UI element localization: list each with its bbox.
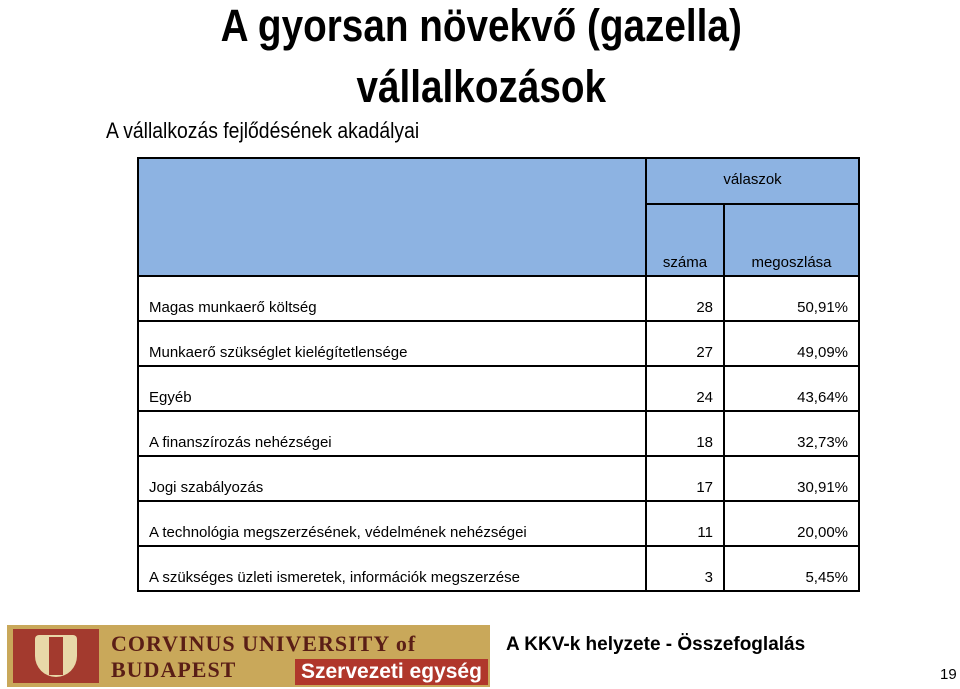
table-row bbox=[138, 501, 859, 546]
row-count: 3 bbox=[646, 546, 724, 591]
row-share: 20,00% bbox=[724, 501, 859, 546]
header-count: száma bbox=[646, 204, 724, 276]
table-row bbox=[138, 546, 859, 591]
row-share: 43,64% bbox=[724, 366, 859, 411]
row-label: Magas munkaerő költség bbox=[138, 276, 646, 321]
row-count: 28 bbox=[646, 276, 724, 321]
header-blank-cell bbox=[138, 204, 646, 276]
university-logo-banner bbox=[7, 625, 490, 687]
row-label: A szükséges üzleti ismeretek, információk megszerzése bbox=[138, 546, 646, 591]
row-count: 11 bbox=[646, 501, 724, 546]
row-label: Egyéb bbox=[138, 366, 646, 411]
row-count: 24 bbox=[646, 366, 724, 411]
table-row bbox=[138, 321, 859, 366]
table-row bbox=[138, 276, 859, 321]
table-header-row-columns bbox=[138, 204, 859, 276]
row-count: 27 bbox=[646, 321, 724, 366]
row-share: 49,09% bbox=[724, 321, 859, 366]
slide-title-line1: A gyorsan növekvő (gazella) bbox=[220, 0, 742, 51]
page-number: 19 bbox=[940, 666, 957, 683]
organizational-unit-label: Szervezeti egység bbox=[295, 659, 488, 685]
row-share: 50,91% bbox=[724, 276, 859, 321]
slide-subtitle: A vállalkozás fejlődésének akadályai bbox=[106, 118, 420, 143]
header-answers: válaszok bbox=[646, 158, 859, 204]
table-row bbox=[138, 456, 859, 501]
table-header-row-group bbox=[138, 158, 859, 204]
footer-title: A KKV-k helyzete - Összefoglalás bbox=[506, 634, 806, 655]
header-share: megoszlása bbox=[724, 204, 859, 276]
row-count: 17 bbox=[646, 456, 724, 501]
row-count: 18 bbox=[646, 411, 724, 456]
university-name: CORVINUS UNIVERSITY of BUDAPEST bbox=[111, 631, 417, 682]
row-share: 5,45% bbox=[724, 546, 859, 591]
obstacles-table bbox=[137, 157, 860, 592]
row-label: A finanszírozás nehézségei bbox=[138, 411, 646, 456]
seal-bar-icon bbox=[49, 637, 63, 675]
university-seal-icon bbox=[13, 629, 99, 683]
row-share: 32,73% bbox=[724, 411, 859, 456]
header-blank-cell bbox=[138, 158, 646, 204]
table-row bbox=[138, 366, 859, 411]
slide-title-line2: vállalkozások bbox=[356, 61, 607, 112]
row-label: A technológia megszerzésének, védelmének nehézségei bbox=[138, 501, 646, 546]
row-label: Jogi szabályozás bbox=[138, 456, 646, 501]
table-row bbox=[138, 411, 859, 456]
row-label: Munkaerő szükséglet kielégítetlensége bbox=[138, 321, 646, 366]
row-share: 30,91% bbox=[724, 456, 859, 501]
